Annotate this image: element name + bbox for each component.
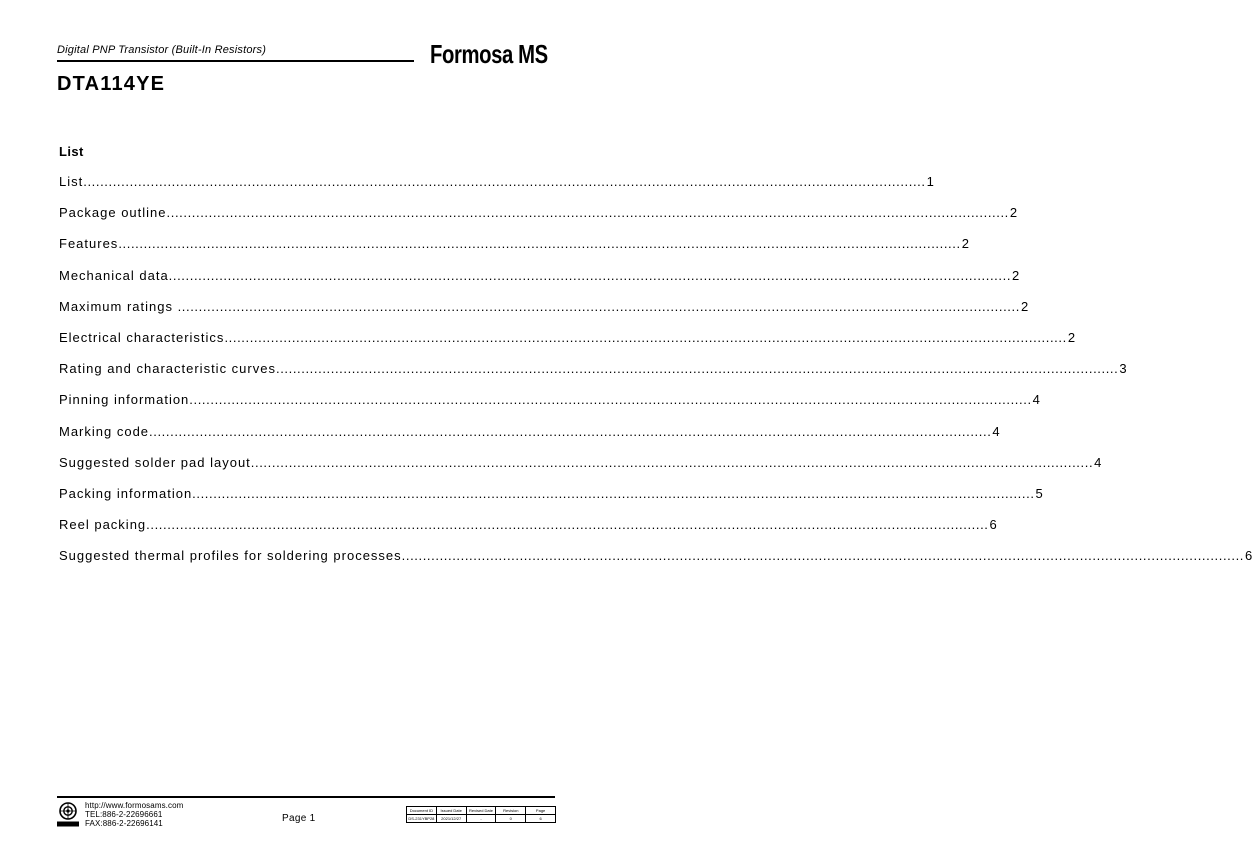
table-of-contents	[59, 174, 1252, 579]
page-count-value: 6	[526, 815, 556, 823]
page-header: Page	[526, 807, 556, 815]
toc-entry-label: Maximum ratings	[59, 298, 178, 314]
toc-dot-leader: ........................................................................................................................................................................................................	[149, 423, 992, 439]
toc-entry-page: 2	[1067, 329, 1076, 345]
toc-entry[interactable]	[59, 236, 969, 267]
contact-block	[85, 801, 183, 828]
toc-dot-leader: ........................................................................................................................................................................................................	[189, 392, 1032, 408]
toc-entry-label: Suggested solder pad layout	[59, 454, 251, 470]
toc-entry-page: 1	[926, 174, 934, 189]
toc-entry[interactable]	[59, 174, 934, 205]
toc-entry-page: 3	[1119, 361, 1127, 377]
issued-date-value: 2021/12/27	[436, 815, 466, 823]
toc-entry[interactable]	[59, 298, 1029, 330]
document-subtitle: Digital PNP Transistor (Built-In Resistors)	[57, 44, 267, 56]
toc-entry[interactable]	[59, 392, 1040, 423]
toc-entry-label: Reel packing	[59, 517, 147, 533]
toc-entry[interactable]	[59, 485, 1043, 517]
doc-id-value: DS-231YBP28	[408, 816, 435, 821]
toc-entry[interactable]	[59, 329, 1076, 361]
toc-entry-page: 2	[961, 236, 969, 252]
website-link[interactable]: http://www.formosams.com	[85, 801, 184, 810]
toc-entry[interactable]	[59, 361, 1127, 392]
toc-entry[interactable]	[59, 517, 997, 548]
toc-entry-label: Rating and characteristic curves	[59, 361, 276, 377]
toc-entry-label: Electrical characteristics	[59, 329, 225, 345]
toc-entry-label: Suggested thermal profiles for soldering processes	[59, 548, 402, 564]
telephone-number: TEL:886-2-22696661	[85, 810, 163, 819]
toc-dot-leader: ........................................................................................................................................................................................................	[146, 517, 989, 533]
page-number: Page 1	[282, 813, 316, 824]
toc-entry-page: 2	[1020, 298, 1029, 314]
toc-entry-page: 4	[1032, 392, 1040, 408]
toc-entry-page: 4	[1094, 454, 1102, 470]
issued-date-header: Issued Date	[436, 807, 466, 815]
toc-entry-label: Features	[59, 236, 119, 252]
toc-entry-page: 5	[1035, 485, 1043, 501]
toc-dot-leader: ........................................................................................................................................................................................................	[275, 361, 1119, 377]
toc-entry-label: Package outline	[59, 205, 167, 221]
doc-info-value-row	[407, 815, 556, 823]
toc-entry-label: Marking code	[59, 423, 150, 439]
toc-entry[interactable]	[59, 454, 1102, 486]
revised-date-value: -	[466, 815, 496, 823]
toc-entry-label: List	[59, 174, 84, 189]
toc-dot-leader: ........................................................................................................................................................................................................	[118, 236, 961, 252]
toc-entry[interactable]	[59, 205, 1018, 236]
toc-entry[interactable]	[59, 423, 1000, 455]
toc-entry-page: 2	[1009, 205, 1018, 221]
doc-info-header-row	[407, 807, 556, 815]
toc-entry-label: Packing information	[59, 485, 193, 501]
toc-dot-leader: ........................................................................................................................................................................................................	[83, 174, 926, 189]
toc-dot-leader: ........................................................................................................................................................................................................	[224, 329, 1067, 345]
toc-entry-page: 2	[1012, 267, 1020, 283]
fax-number: FAX:886-2-22696141	[85, 819, 163, 828]
toc-dot-leader: ........................................................................................................................................................................................................	[166, 205, 1009, 221]
toc-entry-label: Mechanical data	[59, 267, 169, 283]
toc-dot-leader: ........................................................................................................................................................................................................	[192, 485, 1035, 501]
toc-entry-page: 6	[1245, 548, 1252, 564]
document-info-table	[406, 806, 556, 823]
company-logo-icon	[56, 802, 80, 828]
revision-header: Revision	[496, 807, 526, 815]
toc-entry-page: 4	[992, 423, 1000, 439]
doc-id-header: Document ID	[407, 807, 437, 815]
revision-value: 0	[496, 815, 526, 823]
toc-entry-page: 6	[989, 517, 997, 533]
part-number-title: DTA114YE	[57, 73, 166, 95]
header-rule	[57, 60, 414, 62]
toc-entry[interactable]	[59, 267, 1020, 299]
revised-date-header: Revised Date	[466, 807, 496, 815]
toc-dot-leader: ........................................................................................................................................................................................................	[177, 298, 1020, 314]
footer-rule	[57, 796, 555, 798]
toc-heading: List	[59, 144, 84, 159]
toc-entry-label: Pinning information	[59, 392, 190, 408]
toc-entry[interactable]	[59, 548, 1252, 579]
toc-dot-leader: ........................................................................................................................................................................................................	[401, 548, 1245, 564]
brand-logo-text: Formosa MS	[430, 39, 548, 69]
toc-dot-leader: ........................................................................................................................................................................................................	[250, 454, 1094, 470]
toc-dot-leader: ........................................................................................................................................................................................................	[168, 267, 1012, 283]
